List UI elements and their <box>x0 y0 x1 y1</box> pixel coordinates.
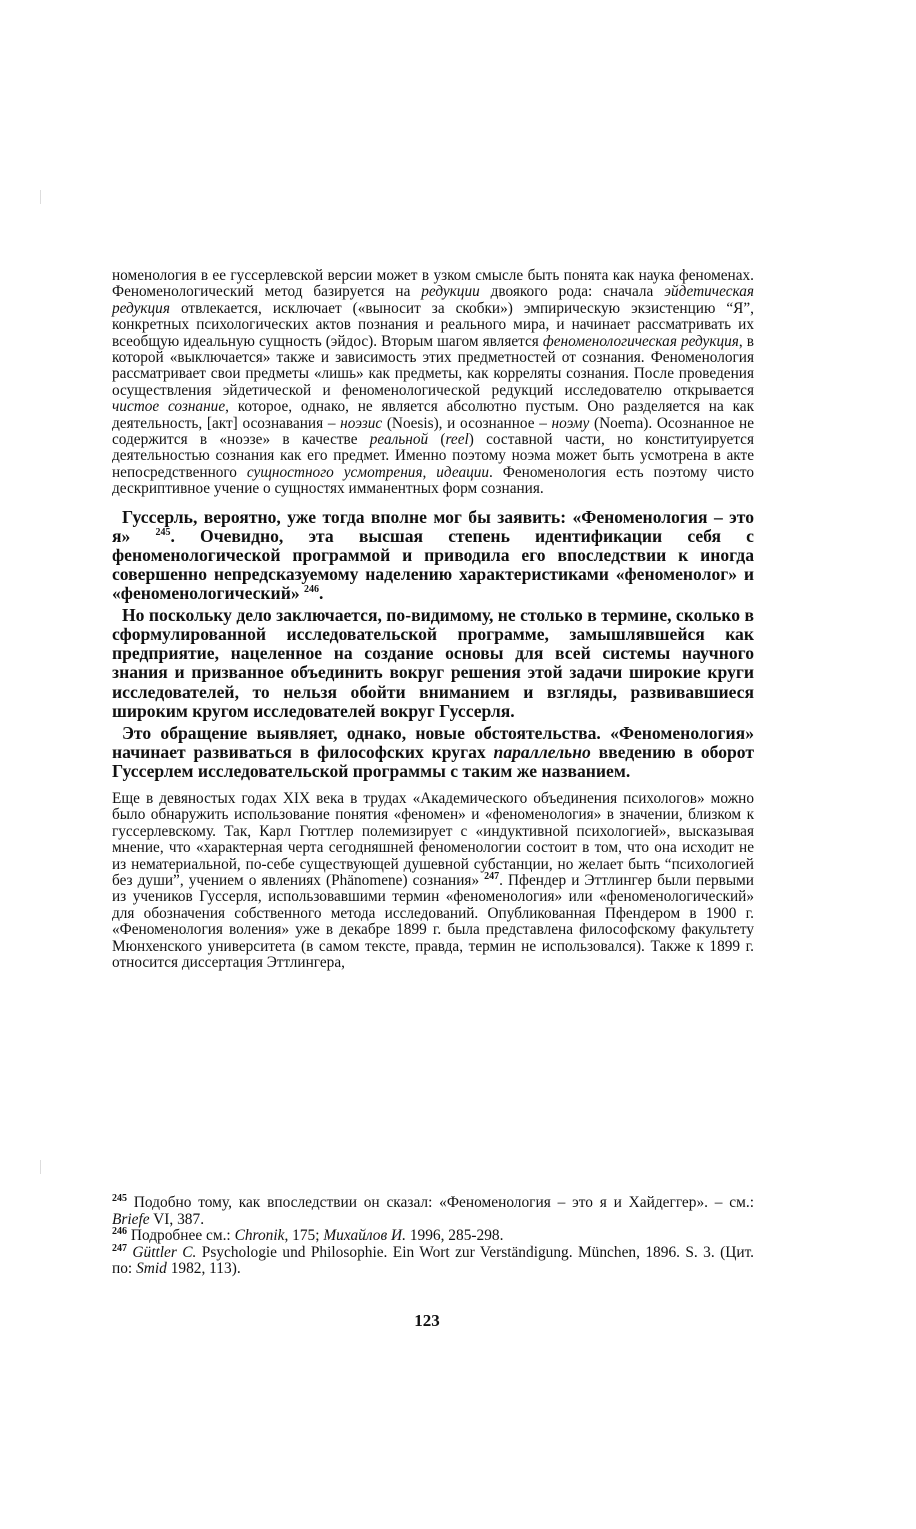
paragraph <box>112 606 754 721</box>
italic-text: Briefe <box>112 1210 150 1228</box>
footnote-reference: 246 <box>304 584 320 596</box>
text-run: 1982, 113). <box>166 1260 241 1278</box>
paragraph <box>112 791 754 971</box>
paragraph <box>112 268 754 498</box>
text-run: . Феноменология есть поэтому чисто дескриптивное учение о сущностях имманентных форм сознания. <box>112 463 754 498</box>
footnote-reference: 246 <box>112 1226 127 1238</box>
footnotes <box>112 1192 755 1278</box>
left-margin-mark <box>40 190 41 204</box>
footnote-reference: 247 <box>112 1242 127 1254</box>
italic-text: Михайлов И. <box>323 1227 406 1245</box>
text-run: . Очевидно, эта высшая степень идентификации себя с феноменологической программой и приводила его впоследствии к иногда совершенно непредсказуемому наделению характеристиками «феноменолог» и «феноменологический» <box>112 525 754 604</box>
italic-text: чистое сознание <box>112 398 226 416</box>
italic-text: ноэзис <box>340 414 383 432</box>
text-run: Еще в девяностых годах XIX века в трудах «Академического объединения психологов» можно было обнаружить использование понятия «феномен» и «феноменология» в значении, близком к гуссерлевскому. Так, Карл Гюттлер полемизирует с «индуктивной психологией», высказывая мнение, что «характерная черта сегодняшней феноменологии состоит в том, что она исходит не из нематериальной, по-себе существующей душевной субстанции, но желает быть “психологией без души”, учением о явлениях (Phänomene) сознания» <box>112 790 754 890</box>
text-run: (Noema). Осознанное не содержится в «ноэзе» в качестве <box>112 414 755 449</box>
italic-text: редукции <box>421 283 480 301</box>
footnote-reference: 245 <box>155 526 171 538</box>
italic-text: Smid <box>136 1260 167 1278</box>
page-number: 123 <box>414 1311 440 1330</box>
text-run: (Noesis), и осознанное – <box>382 414 552 432</box>
italic-text: параллельно <box>493 741 591 762</box>
footnote <box>112 1192 754 1228</box>
text-run: , в которой «выключается» также и зависимость этих предметностей от сознания. Феноменология рассматривает свои предметы «лишь» как предметы, как корреляты сознания. После проведения осуществления эйдетической и феноменологической редукций исследователю открывается <box>112 332 755 399</box>
footnote <box>112 1242 755 1278</box>
italic-text: реальной <box>369 431 429 449</box>
italic-text: reel <box>445 431 469 449</box>
text-run: , 175; <box>284 1227 324 1245</box>
text-run: , которое, однако, не является абсолютно пустым. Оно разделяется на как деятельность, [акт] осознавания – <box>112 398 754 432</box>
paragraph <box>112 724 754 781</box>
text-run: ) составной части, но конституируется деятельностью сознания как его предмет. Именно поэтому ноэма может быть усмотрена в акте непосредственного <box>112 431 755 481</box>
italic-text: Güttler C. <box>132 1243 197 1261</box>
italic-text: эйдетическая редукция <box>112 283 755 317</box>
italic-text: феноменологическая редукция <box>542 332 739 350</box>
footnote-reference: 245 <box>112 1192 127 1204</box>
text-run: . Пфендер и Эттлингер были первыми из учеников Гуссерля, использовавшими термин «феноменология» или «феноменологический» для обозначения собственного метода исследований. Опубликованная Пфендером в 1900 г. «Феноменология воления» уже в декабре 1899 г. была представлена философскому факультету Мюнхенского университета (в самом тексте, правда, термин не использовался). Также к 1899 г. относится диссертация Эттлингера, <box>112 872 754 972</box>
main-text <box>112 268 754 971</box>
text-run: отвлекается, исключает («выносит за скобки») эмпирическую экзистенцию “Я”, конкретных психологических актов познания и реального мира, и начинает рассматривать их всеобщую идеальную сущность (эйдос). Вторым шагом является <box>112 299 754 350</box>
text-run: ( <box>428 431 446 449</box>
text-run: VI, 387. <box>149 1210 205 1228</box>
italic-text: сущностного усмотрения, идеации <box>246 463 490 481</box>
text-run: номенология в ее гуссерлевской версии может в узком смысле быть понята как наука феноменах. Феноменологический метод базируется на <box>112 267 754 301</box>
text-run: Но поскольку дело заключается, по-видимому, не столько в термине, сколько в сформулированной исследовательской программе, замышлявшейся как предприятие, нацеленное на создание основы для всей системы научного знания и призванное объединить вокруг решения этой задачи широкие круги исследователей, то нельзя обойти вниманием и взгляды, развивавшиеся широким кругом исследователей вокруг Гуссерля. <box>112 605 754 721</box>
footnote <box>112 1228 754 1245</box>
text-run: . <box>319 583 324 604</box>
text-run: Подробнее см.: <box>127 1227 235 1245</box>
left-margin-mark <box>40 1160 41 1174</box>
text-run: Psychologie und Philosophie. Ein Wort zur Verständigung. München, 1896. S. 3. (Цит. по: <box>112 1243 755 1278</box>
italic-text: Chronik <box>234 1227 285 1245</box>
paragraph <box>112 508 754 603</box>
text-run: двоякого рода: сначала <box>479 283 665 301</box>
text-run: Гуссерль, вероятно, уже тогда вполне мог бы заявить: «Феноменология – это я» <box>112 506 754 546</box>
text-run: Это обращение выявляет, однако, новые обстоятельства. «Феноменология» начинает развиваться в философских кругах <box>112 722 754 762</box>
text-run: 1996, 285-298. <box>405 1227 504 1245</box>
text-run: Подобно тому, как впоследствии он сказал: «Феноменология – это я и Хайдеггер». – см.: <box>127 1194 754 1211</box>
footnote-reference: 247 <box>484 870 500 882</box>
text-run: введению в оборот Гуссерлем исследовательской программы с таким же названием. <box>112 741 755 781</box>
italic-text: ноэму <box>551 414 590 432</box>
